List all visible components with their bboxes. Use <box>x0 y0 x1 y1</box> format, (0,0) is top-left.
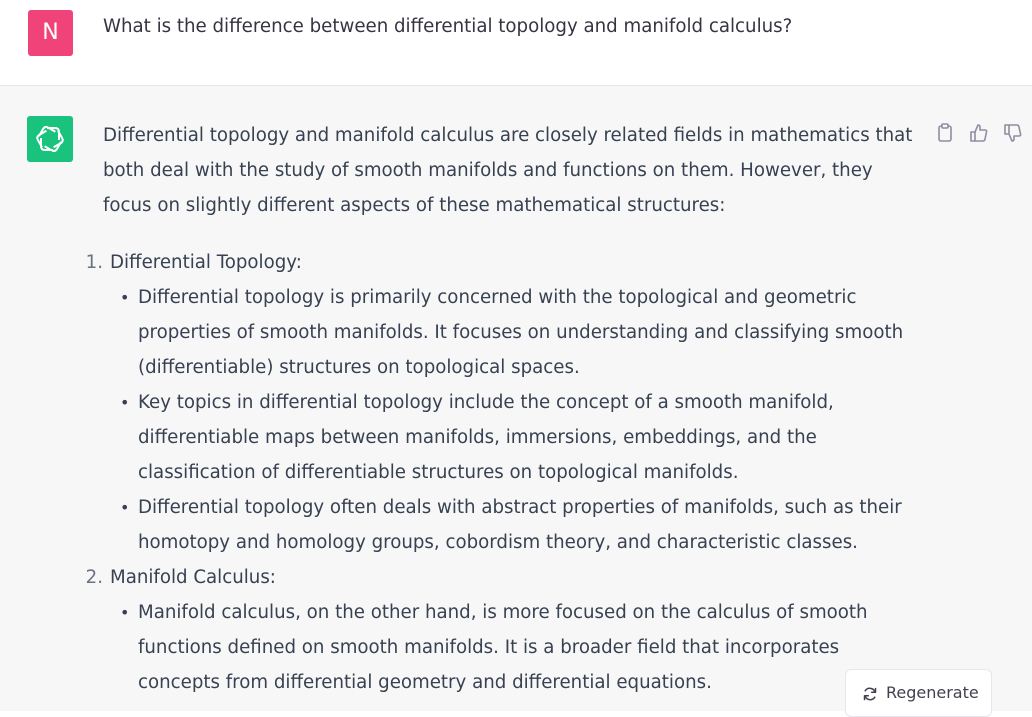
bullet-item <box>103 280 923 385</box>
thumbs-up-icon <box>968 122 990 144</box>
user-message-text: What is the difference between differential topology and manifold calculus? <box>103 16 793 37</box>
refresh-icon <box>862 686 878 702</box>
thumbs-down-button[interactable] <box>1002 122 1024 144</box>
list-item <box>85 560 923 700</box>
bullet-marker: • <box>120 498 130 517</box>
answer-numbered-list <box>85 245 923 700</box>
bullet-item <box>103 385 923 490</box>
bullet-marker: • <box>120 603 130 622</box>
bullet-text: Key topics in differential topology include the concept of a smooth manifold, differentiable maps between manifolds, immersions, embeddings, and the classification of differentiable structures on topological manifolds. <box>138 392 834 483</box>
bullet-text: Differential topology is primarily concerned with the topological and geometric properties of smooth manifolds. It focuses on understanding and classifying smooth (differentiable) structures on topological spaces. <box>138 287 904 378</box>
list-number: 2. <box>85 567 103 588</box>
bullet-text: Manifold calculus, on the other hand, is more focused on the calculus of smooth functions defined on smooth manifolds. It is a broader field that incorporates concepts from differential geometry and differential equations. <box>138 602 868 693</box>
user-message-row <box>0 0 1032 86</box>
copy-button[interactable] <box>934 122 956 144</box>
regenerate-label: Regenerate <box>886 683 979 702</box>
bullet-list <box>103 595 923 700</box>
bullet-text: Differential topology often deals with abstract properties of manifolds, such as their homotopy and homology groups, cobordism theory, and characteristic classes. <box>138 497 902 553</box>
openai-logo-icon <box>34 123 66 155</box>
thumbs-down-icon <box>1002 122 1024 144</box>
bullet-marker: • <box>120 288 130 307</box>
section-title: Differential Topology: <box>110 252 302 273</box>
user-avatar: N <box>28 10 73 56</box>
bullet-list <box>103 280 923 560</box>
list-item <box>85 245 923 560</box>
bullet-item <box>103 490 923 560</box>
answer-intro: Differential topology and manifold calculus are closely related fields in mathematics that both deal with the study of smooth manifolds and functions on them. However, they focus on slightly different aspects of these mathematical structures: <box>103 125 913 216</box>
assistant-avatar <box>27 116 73 162</box>
regenerate-button[interactable] <box>845 669 992 717</box>
assistant-answer <box>85 118 923 700</box>
section-title: Manifold Calculus: <box>110 567 276 588</box>
bullet-item <box>103 595 923 700</box>
list-number: 1. <box>85 252 103 273</box>
copy-icon <box>934 122 956 144</box>
section-heading <box>85 245 923 280</box>
assistant-message-row <box>0 86 1032 711</box>
thumbs-up-button[interactable] <box>968 122 990 144</box>
section-heading <box>85 560 923 595</box>
bullet-marker: • <box>120 393 130 412</box>
